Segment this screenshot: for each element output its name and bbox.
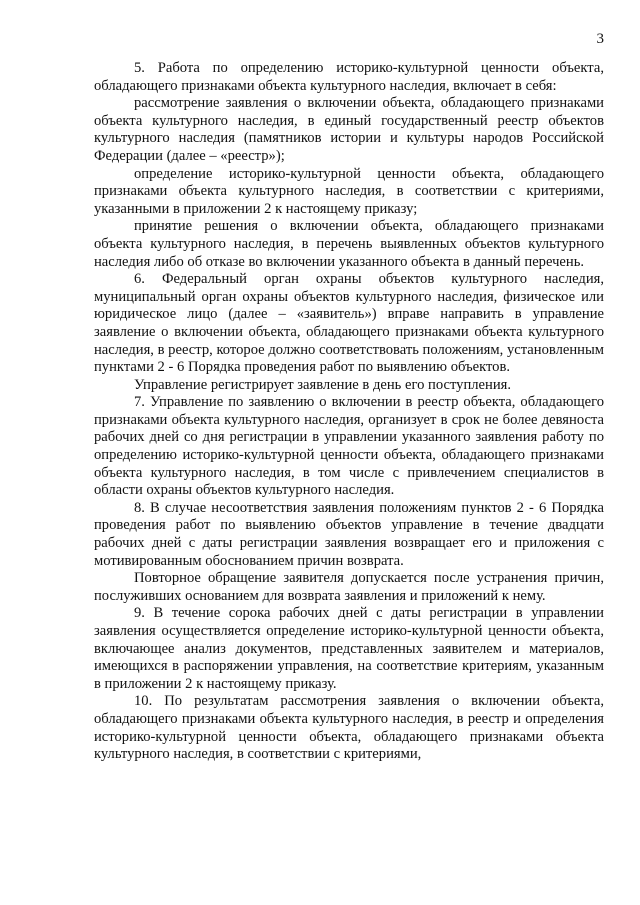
document-body — [94, 60, 604, 764]
paragraph-5-intro: 5. Работа по определению историко-культурной ценности объекта, обладающего признаками объекта культурного наследия, включает в себя: — [94, 60, 604, 94]
paragraph-5-item-determination: определение историко-культурной ценности объекта, обладающего признаками объекта культурного наследия, в соответствии с критериями, указанными в приложении 2 к настоящему приказу; — [94, 165, 604, 217]
paragraph-9: 9. В течение сорока рабочих дней с даты регистрации в управлении заявления осуществляется определение историко-культурной ценности объекта, включающее анализ документов, представленных заявителем и материалов, имеющихся в распоряжении управления, на соответствие критериям, указанным в приложении 2 к настоящему приказу. — [94, 605, 604, 692]
paragraph-5-item-review: рассмотрение заявления о включении объекта, обладающего признаками объекта культурного наследия, в единый государственный реестр объектов культурного наследия (памятников истории и культуры народов Российской Федерации (далее – «реестр»); — [94, 95, 604, 164]
paragraph-7: 7. Управление по заявлению о включении в реестр объекта, обладающего признаками объекта культурного наследия, организует в срок не более девяноста рабочих дней со дня регистрации в управлении указанного заявления работу по определению историко-культурной ценности объекта, обладающего признаками объекта культурного наследия, в том числе с привлечением специалистов в области охраны объектов культурного наследия. — [94, 394, 604, 499]
page-number: 3 — [596, 31, 604, 47]
paragraph-8: 8. В случае несоответствия заявления положениям пунктов 2 - 6 Порядка проведения работ по выявлению объектов управление в течение двадцати рабочих дней с даты регистрации заявления возвращает его и приложения с мотивированным обоснованием причин возврата. — [94, 499, 604, 569]
paragraph-8-repeat-request: Повторное обращение заявителя допускается после устранения причин, послуживших основанием для возврата заявления и приложений к нему. — [94, 570, 604, 604]
paragraph-6: 6. Федеральный орган охраны объектов культурного наследия, муниципальный орган охраны объектов культурного наследия, физическое или юридическое лицо (далее – «заявитель») вправе направить в управление заявление о включении объекта, обладающего признаками объекта культурного наследия, в реестр, которое должно соответствовать положениям, установленным пунктами 2 - 6 Порядка проведения работ по выявлению объектов. — [94, 271, 604, 376]
paragraph-6-registration: Управление регистрирует заявление в день его поступления. — [134, 376, 511, 393]
paragraph-5-item-decision: принятие решения о включении объекта, обладающего признаками объекта культурного наследия, в перечень выявленных объектов культурного наследия либо об отказе во включении указанного объекта в данный перечень. — [94, 218, 604, 270]
paragraph-10: 10. По результатам рассмотрения заявления о включении объекта, обладающего признаками объекта культурного наследия, в реестр и определения историко-культурной ценности объекта, обладающего признаками объекта культурного наследия, в соответствии с критериями, — [94, 693, 604, 763]
